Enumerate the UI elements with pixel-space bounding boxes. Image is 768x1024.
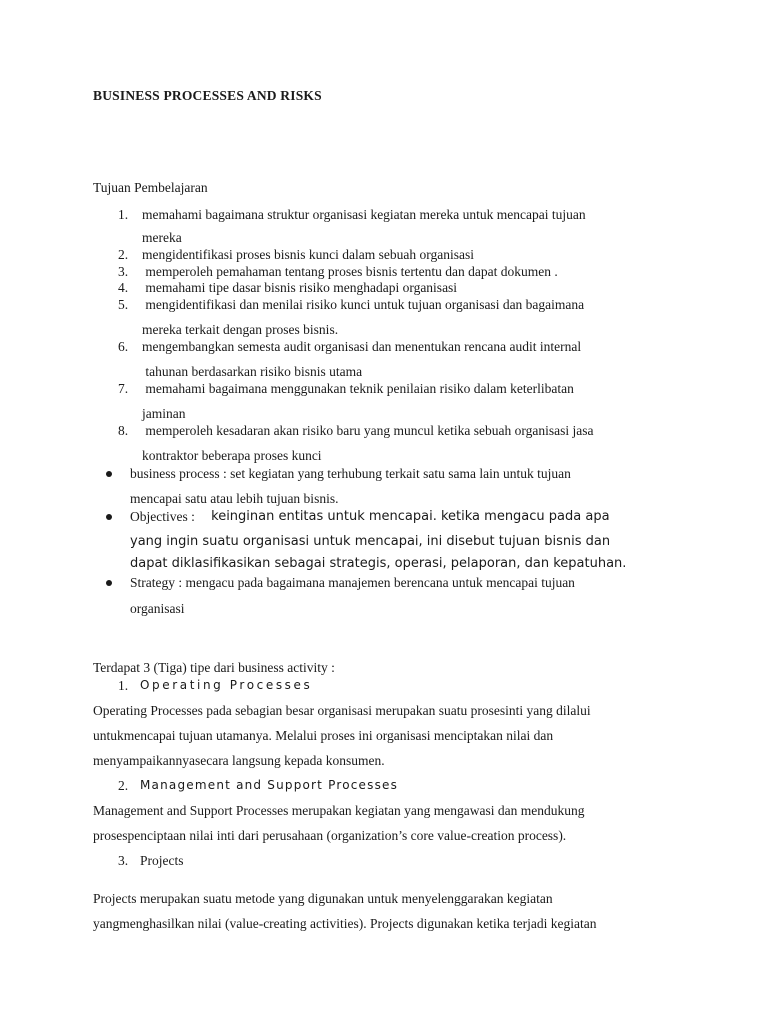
goal-line: mereka terkait dengan proses bisnis.	[142, 322, 339, 337]
goal-number: 4.	[118, 280, 129, 295]
goal-line: memahami bagaimana struktur organisasi kegiatan mereka untuk mencapai tujuan	[142, 207, 586, 222]
goal-line: jaminan	[142, 406, 186, 421]
activity-heading: Projects	[140, 853, 184, 868]
goal-line: tahunan berdasarkan risiko bisnis utama	[142, 364, 363, 379]
activity-paragraph-line: Management and Support Processes merupakan kegiatan yang mengawasi dan mendukung	[93, 803, 585, 818]
definition-line: Strategy : mengacu pada bagaimana manajemen berencana untuk mencapai tujuan	[130, 575, 575, 590]
activity-heading: Management and Support Processes	[140, 778, 399, 792]
goal-line: memperoleh pemahaman tentang proses bisnis tertentu dan dapat dokumen .	[142, 264, 558, 279]
definition-line: dapat diklasifikasikan sebagai strategis, operasi, pelaporan, dan kepatuhan.	[130, 556, 627, 571]
goal-number: 8.	[118, 423, 129, 438]
goal-line: memahami bagaimana menggunakan teknik penilaian risiko dalam keterlibatan	[142, 381, 574, 396]
definition-line: keinginan entitas untuk mencapai. ketika mengacu pada apa	[207, 509, 610, 524]
activity-paragraph-line: yangmenghasilkan nilai (value-creating activities). Projects digunakan ketika terjadi kegiatan	[93, 916, 597, 931]
activity-paragraph-line: untukmencapai tujuan utamanya. Melalui proses ini organisasi menciptakan nilai dan	[93, 728, 554, 743]
activity-heading: Operating Processes	[140, 678, 313, 692]
goal-line: memahami tipe dasar bisnis risiko menghadapi organisasi	[142, 280, 458, 295]
goal-line: mengembangkan semesta audit organisasi dan menentukan rencana audit internal	[142, 339, 582, 354]
activity-intro: Terdapat 3 (Tiga) tipe dari business activity :	[93, 660, 335, 675]
goal-number: 2.	[118, 247, 129, 262]
goal-line: mengidentifikasi proses bisnis kunci dalam sebuah organisasi	[142, 247, 474, 262]
definition-line: yang ingin suatu organisasi untuk mencapai, ini disebut tujuan bisnis dan	[130, 534, 611, 549]
document-title: BUSINESS PROCESSES AND RISKS	[93, 88, 322, 103]
goal-line: memperoleh kesadaran akan risiko baru yang muncul ketika sebuah organisasi jasa	[142, 423, 594, 438]
definition-label: Objectives :	[130, 509, 199, 524]
activity-number: 2.	[118, 778, 129, 793]
goal-number: 3.	[118, 264, 129, 279]
activity-number: 3.	[118, 853, 129, 868]
goal-number: 1.	[118, 207, 129, 222]
goal-line: mereka	[142, 230, 182, 245]
activity-paragraph-line: prosespenciptaan nilai inti dari perusahaan (organization’s core value-creation process).	[93, 828, 567, 843]
bullet-icon	[106, 580, 112, 586]
goal-line: kontraktor beberapa proses kunci	[142, 448, 322, 463]
definition-line: organisasi	[130, 601, 185, 616]
bullet-icon	[106, 514, 112, 520]
bullet-icon	[106, 471, 112, 477]
activity-paragraph-line: menyampaikannyasecara langsung kepada konsumen.	[93, 753, 385, 768]
goal-line: mengidentifikasi dan menilai risiko kunci untuk tujuan organisasi dan bagaimana	[142, 297, 585, 312]
activity-paragraph-line: Projects merupakan suatu metode yang digunakan untuk menyelenggarakan kegiatan	[93, 891, 553, 906]
goal-number: 5.	[118, 297, 129, 312]
definition-line: business process : set kegiatan yang terhubung terkait satu sama lain untuk tujuan	[130, 466, 571, 481]
goals-heading: Tujuan Pembelajaran	[93, 180, 208, 195]
definition-line: mencapai satu atau lebih tujuan bisnis.	[130, 491, 339, 506]
goal-number: 7.	[118, 381, 129, 396]
goal-number: 6.	[118, 339, 129, 354]
activity-number: 1.	[118, 678, 129, 693]
activity-paragraph-line: Operating Processes pada sebagian besar organisasi merupakan suatu prosesinti yang dilalui	[93, 703, 591, 718]
